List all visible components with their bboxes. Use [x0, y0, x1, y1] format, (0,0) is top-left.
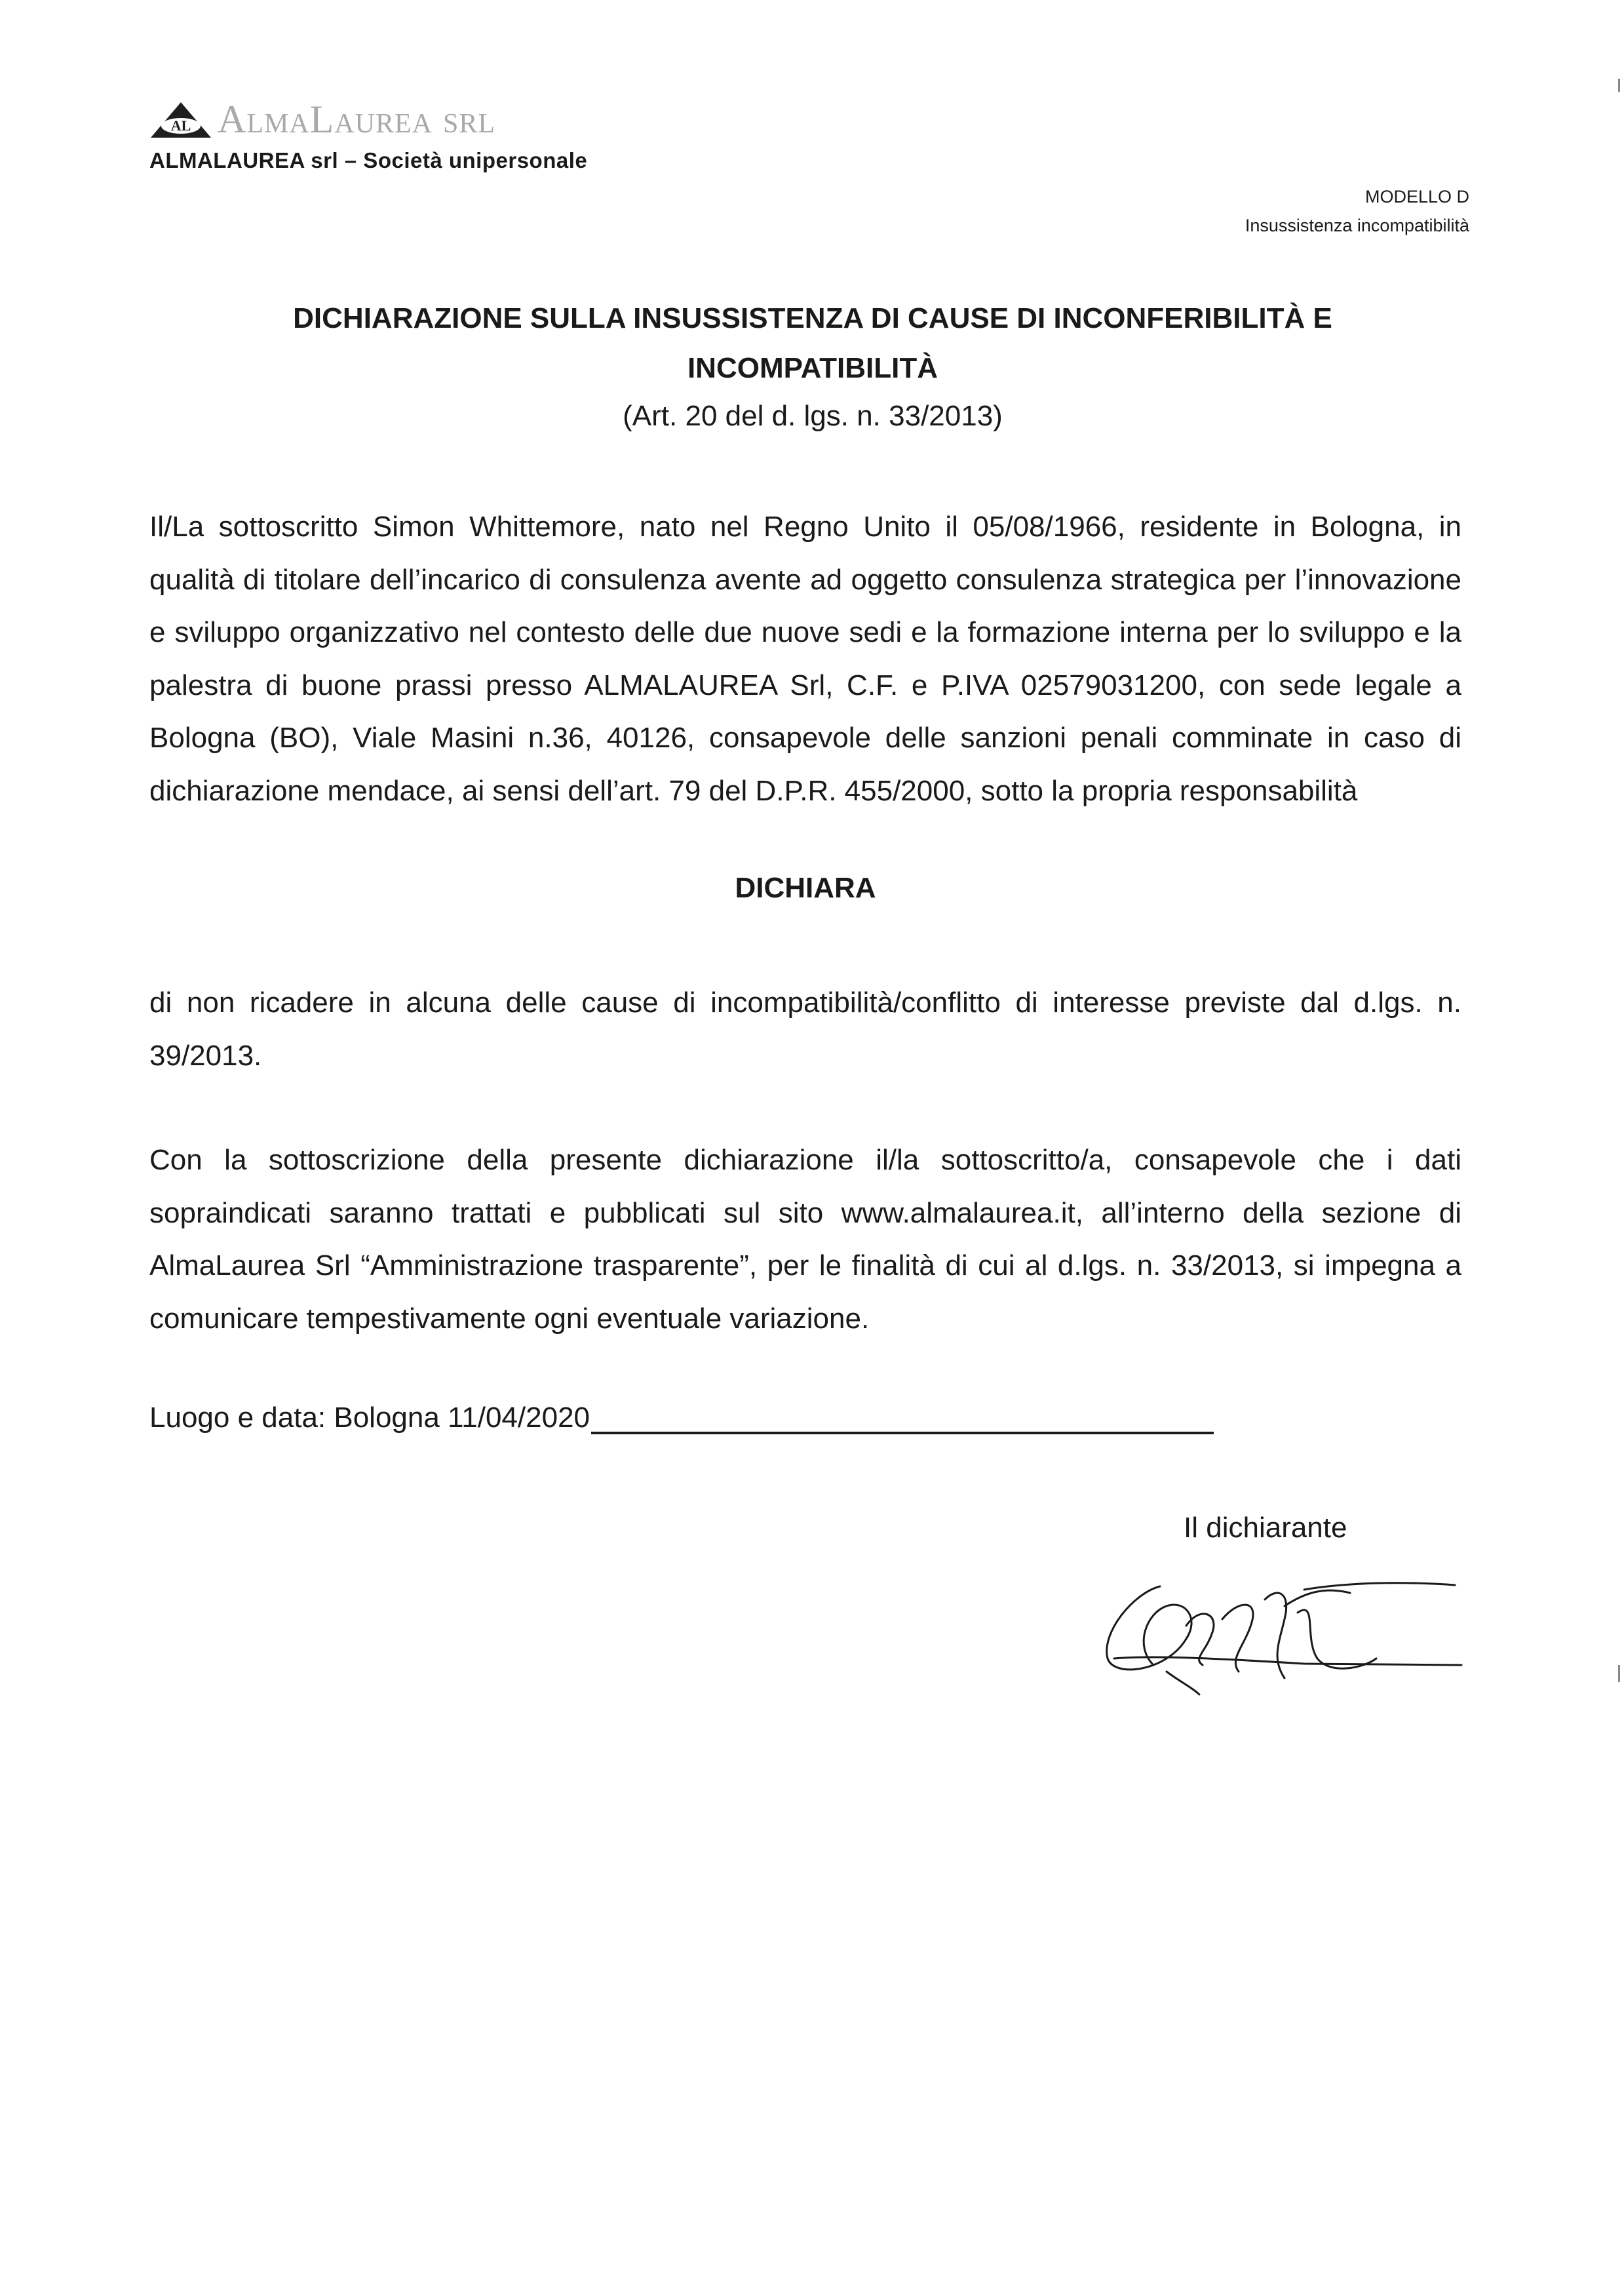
document-title: [149, 294, 1476, 393]
document-subtitle: (Art. 20 del d. lgs. n. 33/2013): [623, 400, 1003, 432]
almalaurea-logo: [149, 97, 495, 142]
modello-line-1: MODELLO D: [1364, 187, 1469, 206]
modello-line-2: Insussistenza incompatibilità: [1245, 216, 1469, 235]
place-date-underline: [591, 1399, 1214, 1434]
logo-triangle-icon: [149, 101, 212, 139]
modello-label: [1245, 182, 1469, 240]
declaration-paragraph-3: Con la sottoscrizione della presente dichiarazione il/la sottoscritto/a, consapevole che i dati sopraindicati saranno trattati e pubblicati sul sito www.almalaurea.it, all’interno della sezione di AlmaLaurea Srl “Amministrazione trasparente”, per le finalità di cui al d.lgs. n. 33/2013, si impegna a comunicare tempestivamente ogni eventuale variazione.: [149, 1144, 1461, 1335]
scan-edge-mark: [1618, 1665, 1620, 1682]
dichiara-heading: DICHIARA: [735, 872, 876, 904]
declaration-paragraph-1: Il/La sottoscritto Simon Whittemore, nato nel Regno Unito il 05/08/1966, residente in Bologna, in qualità di titolare dell’incarico di consulenza avente ad oggetto consulenza strategica per l’innovazione e sviluppo organizzativo nel contesto delle due nuove sedi e la formazione interna per lo sviluppo e la palestra di buone prassi presso ALMALAUREA Srl, C.F. e P.IVA 02579031200, con sede legale a Bologna (BO), Viale Masini n.36, 40126, consapevole delle sanzioni penali comminate in caso di dichiarazione mendace, ai sensi dell’art. 79 del D.P.R. 455/2000, sotto la propria responsabilità: [149, 511, 1461, 807]
place-date-text: Luogo e data: Bologna 11/04/2020: [149, 1402, 590, 1434]
title-line-2: INCOMPATIBILITÀ: [687, 352, 938, 384]
handwritten-signature: [1088, 1560, 1468, 1698]
place-date-line: [149, 1399, 1214, 1434]
svg-text:AL: AL: [170, 117, 191, 134]
logo-wordmark: AlmaLaurea srl: [218, 98, 496, 141]
company-name: ALMALAUREA srl – Società unipersonale: [149, 148, 588, 172]
title-line-1: DICHIARAZIONE SULLA INSUSSISTENZA DI CAUSE DI INCONFERIBILITÀ E: [293, 302, 1332, 334]
dichiarante-label: Il dichiarante: [1184, 1512, 1347, 1544]
declaration-paragraph-2: di non ricadere in alcuna delle cause di incompatibilità/conflitto di interesse previste dal d.lgs. n. 39/2013.: [149, 987, 1461, 1072]
scan-edge-mark: [1618, 79, 1620, 92]
